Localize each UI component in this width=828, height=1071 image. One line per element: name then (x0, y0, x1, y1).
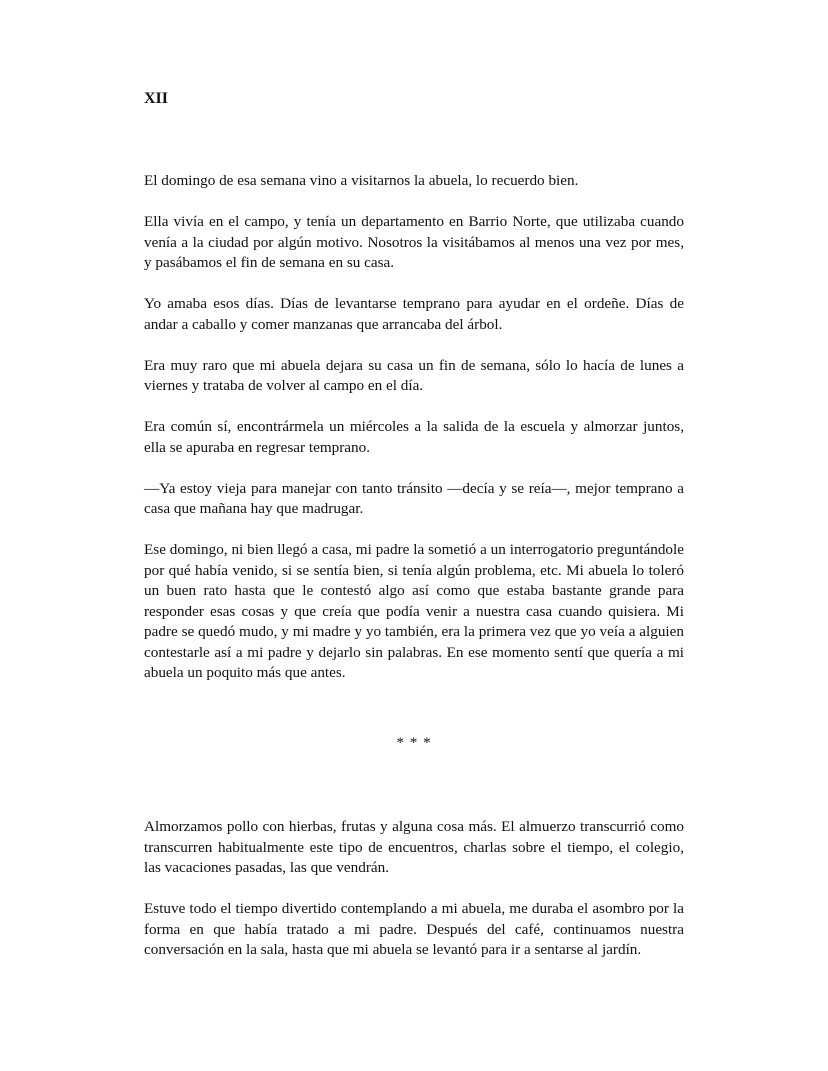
section-two (144, 817, 684, 961)
paragraph: Almorzamos pollo con hierbas, frutas y alguna cosa más. El almuerzo transcurrió como transcurren habitualmente este tipo de encuentros, charlas sobre el tiempo, el colegio, las vacaciones pasadas, las que vendrán. (144, 818, 684, 876)
paragraph: Era común sí, encontrármela un miércoles a la salida de la escuela y almorzar juntos, ella se apuraba en regresar temprano. (144, 418, 684, 456)
paragraph: Era muy raro que mi abuela dejara su casa un fin de semana, sólo lo hacía de lunes a viernes y trataba de volver al campo en el día. (144, 356, 684, 394)
paragraph: El domingo de esa semana vino a visitarnos la abuela, lo recuerdo bien. (144, 172, 579, 189)
paragraph: Yo amaba esos días. Días de levantarse temprano para ayudar en el ordeñe. Días de andar a caballo y comer manzanas que arrancaba del árbol. (144, 295, 684, 333)
paragraph: Ella vivía en el campo, y tenía un departamento en Barrio Norte, que utilizaba cuando venía a la ciudad por algún motivo. Nosotros la visitábamos al menos una vez por mes, y pasábamos el fin de semana en su casa. (144, 213, 684, 271)
section-separator: * * * (396, 734, 432, 751)
chapter-heading: XII (144, 90, 169, 107)
paragraph: —Ya estoy vieja para manejar con tanto tránsito —decía y se reía—, mejor temprano a casa que mañana hay que madrugar. (144, 479, 684, 517)
paragraph: Ese domingo, ni bien llegó a casa, mi padre la sometió a un interrogatorio preguntándole por qué había venido, si se sentía bien, si tenía algún problema, etc. Mi abuela lo toleró un buen rato hasta que le contestó algo así como que estaba bastante grande para responder esas cosas y que creía que podía venir a nuestra casa cuando quisiera. Mi padre se quedó mudo, y mi madre y yo también, era la primera vez que yo veía a alguien contestarle así a mi padre y dejarlo sin palabras. En ese momento sentí que quería a mi abuela un poquito más que antes. (144, 541, 684, 681)
paragraph: Estuve todo el tiempo divertido contemplando a mi abuela, me duraba el asombro por la forma en que había tratado a mi padre. Después del café, continuamos nuestra conversación en la sala, hasta que mi abuela se levantó para ir a sentarse al jardín. (144, 900, 684, 958)
section-one (144, 171, 684, 684)
